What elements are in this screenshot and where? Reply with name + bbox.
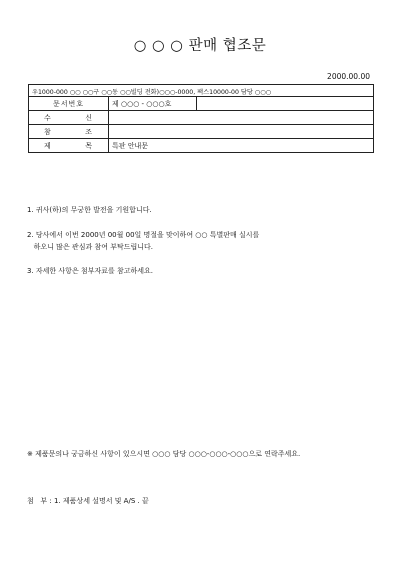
label-reference: [29, 125, 109, 139]
table-row: [29, 139, 374, 153]
document-header-table: [28, 96, 374, 153]
paragraph-3: 3. 자세한 사항은 첨부자료를 참고하세요.: [27, 267, 153, 275]
document-title: ○ ○ ○ 판매 협조문: [133, 38, 267, 54]
label-part: 참: [44, 127, 52, 136]
value-recipient: [109, 111, 374, 125]
paragraph-2: [27, 229, 259, 253]
sender-info: 우1000-000 ○○ ○○구 ○○동 ○○빌딩 전화)○○○-0000, 팩스10000-00 담당 ○○○: [32, 89, 272, 96]
contact-note: ※ 제품문의나 궁금하신 사항이 있으시면 ○○○ 담당 ○○○-○○○-○○○으로 연락주세요.: [27, 450, 301, 458]
label-part: 목: [85, 141, 93, 150]
attachment-line: 첨 부 : 1. 제품상세 설명서 및 A/S . 끝: [27, 497, 149, 505]
label-part: 조: [85, 127, 93, 136]
label-recipient: [29, 111, 109, 125]
table-row: [29, 111, 374, 125]
label-part: 신: [85, 113, 93, 122]
table-row: [29, 125, 374, 139]
blank-cell: [197, 97, 374, 111]
value-subject: 특판 안내문: [109, 139, 374, 153]
value-doc-number: 제 ○○○ - ○○○호: [109, 97, 197, 111]
paragraph-2-line-1: 2. 당사에서 이번 2000년 00월 00일 명절을 맞이하여 ○○ 특별판매 실시를: [27, 231, 260, 239]
label-subject: [29, 139, 109, 153]
label-doc-number: 문서번호: [29, 97, 109, 111]
document-date: 2000.00.00: [327, 72, 370, 81]
value-reference: [109, 125, 374, 139]
label-part: 제: [44, 141, 52, 150]
table-row: [29, 97, 374, 111]
paragraph-2-line-2: 하오니 많은 관심과 참여 부탁드립니다.: [27, 243, 153, 251]
paragraph-1: 1. 귀사(하)의 무궁한 발전을 기원합니다.: [27, 206, 152, 214]
label-part: 수: [44, 113, 52, 122]
